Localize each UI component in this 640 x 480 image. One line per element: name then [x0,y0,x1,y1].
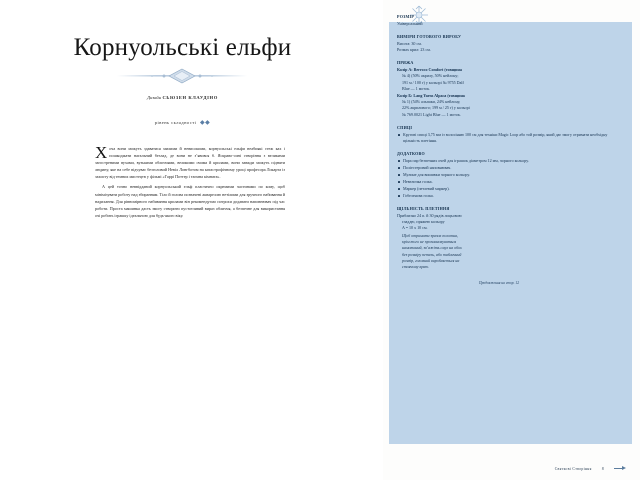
gauge-note-line: Щоб отримати зразок полотна, [402,232,458,238]
yarn-detail-line: № 1) (54% альпаки, 24% нейлону, [402,98,461,104]
footer-book-title: Святкові Створіння [554,466,592,471]
section-heading: ВИМІРИ ГОТОВОГО ВИРОБУ [397,33,462,39]
list-item: Кругові спиці 3,75 мм із волосінню 100 см для техніки Magic Loop або той розмір, який дає змогу отримати необхідну щільність плетіння. [397,132,613,145]
section-heading: ПРЯЖА [397,60,414,66]
page-title: Корнуольські ельфи [73,34,292,61]
materials-sidebar [383,0,640,480]
gauge-note-line: стоячому краю. [402,264,430,270]
gauge-note-line: розмір, головний виробляється на [402,258,460,264]
drop-cap: Х [95,143,108,162]
yarn-brand: Berroco Comfort (товщина [413,66,462,72]
body-paragraph-1-text: оча вони можуть здаватися милими й невисокими, корнуольські ельфи неабиякі стеж ках і пошкоджати нагальний безлад, де вони не з’явився б. Яскраво-сині створіння з великими загостреними вухами, вузькими обличчями, великими очима й крилами, вони завжди можуть підняти людину, яке на себе відчуває безголовий Невіл Лонгботом на катастрофічному уроці професора Локарта із захисту від темних мистецтв у фільмі «Гаррі Поттер і таємна кімната». [95,146,285,180]
gauge-line: Приблизно 24 п. й 30 рядів лицьовою [397,212,462,218]
difficulty-dots: ◆◆ [199,120,211,126]
difficulty-rating [0,119,365,126]
gauge-note [397,233,613,271]
sidebar-content [397,14,613,286]
section-heading: ДОДАТКОВО [397,150,425,156]
designer-label: Дизайн [147,95,161,100]
list-item: Гобеленова голка. [397,193,613,199]
yarn-detail-line: 191 м / 100 г) у кольорі № 9755 Dalf [402,79,464,85]
continuation-reference: Продовження на стор. 12 [479,280,519,285]
gauge-line: гладдю, пряжею кольору [402,219,445,225]
section-heading: РОЗМІР [397,14,415,19]
yarn-entry-a [397,67,613,93]
body-text [95,145,285,219]
notions-list [397,158,613,199]
yarn-detail-line: Blue — 1 моток. [402,86,430,92]
gauge-note-line: намотаний, зв’яжіть смуг на обох [402,245,462,251]
page-number: 8 [601,466,604,471]
needles-list [397,132,613,145]
section-gauge [397,206,613,271]
designer-credit [0,95,365,100]
list-item: Пара пар безпечних очей для іграшок діаметром 12 мм, чорного кольору. [397,158,613,164]
gauge-note-line: без розміру петель, або табличний [402,251,462,257]
yarn-brand: Lang Yarns Alpaca (товщина [413,92,465,98]
list-item: Поліестеровий наповнювач. [397,165,613,171]
difficulty-label: рівень складності [154,120,197,125]
list-item: Маркер (петлевий маркер). [397,186,613,192]
gauge-line: A = 10 х 10 см. [402,225,428,231]
right-arrow-icon [614,466,626,471]
body-paragraph-1 [95,145,285,180]
title-ornament-divider [0,65,363,87]
section-line: Висота: 30 см. [397,40,422,46]
section-measurements [397,34,613,54]
yarn-entry-b [397,93,613,119]
section-heading: СПИЦІ [397,124,413,130]
section-yarn [397,60,613,118]
yarn-detail-line: № 4) (50% акрилу, 50% нейлону; [402,73,459,79]
body-paragraph-2: А цей точно неввідданий корнуольський ельф пластично окремими частинами по кому, щоб мінімізувати роботу над збиранням. Тіло й голова позначені аквареллю нетілими для зручного набивання й надихання. Для рівномірного набивання крилами він рекомендуємо потрохи додавати наповнювач під час роботи. Проста машинка дасть змогу створити пустотливий вираз обличчя, а безпечне для використання очі робить іграшку ідеальною для будь-якого віку. [95,184,285,218]
section-line: Універсальний [397,20,423,26]
yarn-detail-line: 22% акрилового; 199 м / 25 г) у кольорі [402,105,470,111]
list-item: Невеличка голка. [397,179,613,185]
section-heading: ЩІЛЬНІСТЬ ПЛЕТІННЯ [397,205,450,211]
section-size [397,14,613,27]
section-line: Розмах крил: 23 см. [397,47,431,53]
yarn-detail-line: № 769.0021 Light Blue — 1 моток. [402,111,461,117]
list-item: Мулине для вишивки чорного кольору. [397,172,613,178]
yarn-color-label: Колір А: [397,66,413,72]
yarn-color-label: Колір Б: [397,92,413,98]
section-needles [397,125,613,145]
page-footer [555,466,626,471]
gauge-note-line: крім того не проплановуваться [402,239,457,245]
designer-name: СЬЮЗЕН КЛАУДІНО [162,95,218,100]
section-notions [397,151,613,199]
